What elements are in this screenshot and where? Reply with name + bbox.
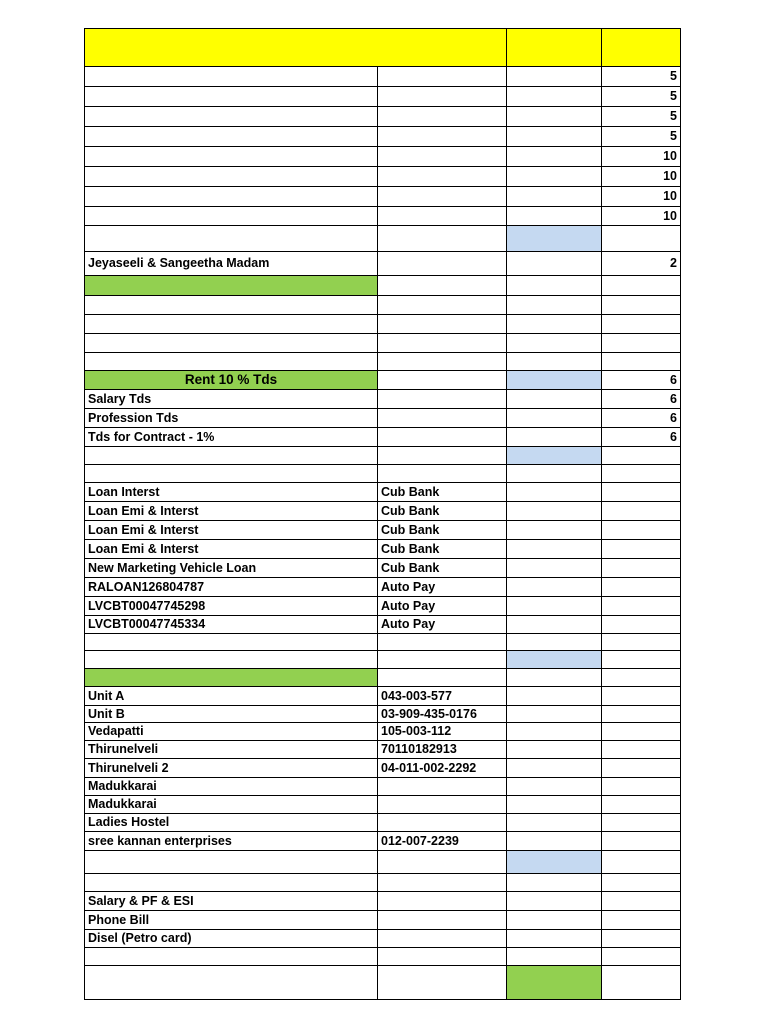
- amount-cell: [506, 106, 602, 127]
- detail-cell: 105-003-112: [377, 722, 507, 741]
- label-cell: Unit B: [84, 705, 378, 723]
- day-cell: [601, 352, 681, 371]
- amount-cell: [506, 126, 602, 147]
- amount-cell: [506, 251, 602, 276]
- day-cell: [601, 813, 681, 832]
- label-cell: [84, 464, 378, 483]
- detail-cell: [377, 427, 507, 447]
- day-cell: 6: [601, 389, 681, 409]
- label-cell: [84, 295, 378, 315]
- label-cell: Loan Emi & Interst: [84, 539, 378, 559]
- amount-cell: [506, 596, 602, 616]
- amount-cell: [506, 686, 602, 706]
- label-cell: [84, 314, 378, 334]
- label-cell: [84, 166, 378, 187]
- day-cell: [601, 501, 681, 521]
- detail-cell: Cub Bank: [377, 539, 507, 559]
- day-cell: 6: [601, 370, 681, 390]
- detail-cell: [377, 795, 507, 814]
- amount-cell: [506, 146, 602, 167]
- amount-cell: [506, 558, 602, 578]
- amount-cell: [506, 539, 602, 559]
- amount-cell: [506, 464, 602, 483]
- detail-cell: [377, 106, 507, 127]
- day-cell: [601, 482, 681, 502]
- label-cell: Tds for Contract - 1%: [84, 427, 378, 447]
- amount-cell: [506, 186, 602, 207]
- label-cell: Madukkarai: [84, 795, 378, 814]
- label-cell: [84, 206, 378, 226]
- amount-cell: [506, 650, 602, 669]
- day-cell: 5: [601, 126, 681, 147]
- day-cell: [601, 633, 681, 651]
- day-cell: 10: [601, 146, 681, 167]
- label-cell: [84, 225, 378, 252]
- label-cell: [84, 446, 378, 465]
- label-cell: Disel (Petro card): [84, 929, 378, 948]
- amount-cell: [506, 408, 602, 428]
- header-title-cell: [84, 28, 507, 67]
- amount-cell: [506, 482, 602, 502]
- label-cell: Vedapatti: [84, 722, 378, 741]
- day-cell: [601, 650, 681, 669]
- detail-cell: [377, 186, 507, 207]
- label-cell: sree kannan enterprises: [84, 831, 378, 851]
- day-cell: [601, 740, 681, 759]
- detail-cell: [377, 891, 507, 911]
- day-cell: [601, 929, 681, 948]
- detail-cell: [377, 777, 507, 796]
- detail-cell: [377, 314, 507, 334]
- label-cell: [84, 352, 378, 371]
- detail-cell: 03-909-435-0176: [377, 705, 507, 723]
- amount-cell: [506, 722, 602, 741]
- amount-cell: [506, 333, 602, 353]
- label-cell: LVCBT00047745334: [84, 615, 378, 634]
- day-cell: [601, 668, 681, 687]
- label-cell: [84, 146, 378, 167]
- label-cell: Profession Tds: [84, 408, 378, 428]
- detail-cell: [377, 333, 507, 353]
- detail-cell: [377, 650, 507, 669]
- day-cell: 10: [601, 166, 681, 187]
- label-cell: Phone Bill: [84, 910, 378, 930]
- day-cell: [601, 615, 681, 634]
- detail-cell: [377, 251, 507, 276]
- label-cell: Salary Tds: [84, 389, 378, 409]
- label-cell: [84, 947, 378, 966]
- detail-cell: [377, 910, 507, 930]
- day-cell: [601, 777, 681, 796]
- day-cell: [601, 722, 681, 741]
- label-cell: Jeyaseeli & Sangeetha Madam: [84, 251, 378, 276]
- amount-cell: [506, 910, 602, 930]
- label-cell: Madukkarai: [84, 777, 378, 796]
- amount-cell: [506, 86, 602, 107]
- day-cell: [601, 577, 681, 597]
- label-cell: [84, 333, 378, 353]
- label-cell: Ladies Hostel: [84, 813, 378, 832]
- day-cell: [601, 891, 681, 911]
- day-cell: [601, 873, 681, 892]
- label-cell: [84, 275, 378, 296]
- amount-cell: [506, 352, 602, 371]
- label-cell: Loan Emi & Interst: [84, 501, 378, 521]
- day-cell: [601, 314, 681, 334]
- amount-cell: [506, 389, 602, 409]
- label-cell: Unit A: [84, 686, 378, 706]
- detail-cell: Cub Bank: [377, 558, 507, 578]
- amount-cell: [506, 891, 602, 911]
- detail-cell: 043-003-577: [377, 686, 507, 706]
- amount-cell: [506, 206, 602, 226]
- detail-cell: [377, 947, 507, 966]
- day-cell: [601, 539, 681, 559]
- detail-cell: 70110182913: [377, 740, 507, 759]
- amount-cell: [506, 740, 602, 759]
- detail-cell: Auto Pay: [377, 577, 507, 597]
- day-cell: [601, 965, 681, 1000]
- amount-cell: [506, 615, 602, 634]
- amount-cell: [506, 501, 602, 521]
- label-cell: [84, 668, 378, 687]
- detail-cell: [377, 668, 507, 687]
- amount-cell: [506, 831, 602, 851]
- day-cell: 5: [601, 106, 681, 127]
- amount-cell: [506, 427, 602, 447]
- detail-cell: [377, 446, 507, 465]
- amount-cell: [506, 929, 602, 948]
- detail-cell: 04-011-002-2292: [377, 758, 507, 778]
- label-cell: [84, 106, 378, 127]
- amount-cell: [506, 446, 602, 465]
- header-day-cell: [601, 28, 681, 67]
- detail-cell: Cub Bank: [377, 501, 507, 521]
- detail-cell: [377, 206, 507, 226]
- day-cell: [601, 464, 681, 483]
- detail-cell: [377, 275, 507, 296]
- detail-cell: [377, 965, 507, 1000]
- detail-cell: Cub Bank: [377, 520, 507, 540]
- detail-cell: [377, 633, 507, 651]
- day-cell: [601, 596, 681, 616]
- day-cell: [601, 795, 681, 814]
- amount-cell: [506, 225, 602, 252]
- detail-cell: [377, 850, 507, 874]
- detail-cell: [377, 352, 507, 371]
- amount-cell: [506, 166, 602, 187]
- day-cell: 10: [601, 186, 681, 207]
- amount-cell: [506, 777, 602, 796]
- label-cell: LVCBT00047745298: [84, 596, 378, 616]
- day-cell: [601, 910, 681, 930]
- amount-cell: [506, 813, 602, 832]
- label-cell: [84, 66, 378, 87]
- day-cell: [601, 558, 681, 578]
- detail-cell: [377, 464, 507, 483]
- day-cell: 5: [601, 66, 681, 87]
- detail-cell: [377, 370, 507, 390]
- detail-cell: [377, 225, 507, 252]
- label-cell: Loan Interst: [84, 482, 378, 502]
- day-cell: 6: [601, 427, 681, 447]
- amount-cell: [506, 520, 602, 540]
- label-cell: [84, 873, 378, 892]
- detail-cell: Auto Pay: [377, 615, 507, 634]
- day-cell: [601, 225, 681, 252]
- detail-cell: 012-007-2239: [377, 831, 507, 851]
- label-cell: Rent 10 % Tds: [84, 370, 378, 390]
- label-cell: [84, 633, 378, 651]
- amount-cell: [506, 275, 602, 296]
- day-cell: [601, 520, 681, 540]
- detail-cell: Auto Pay: [377, 596, 507, 616]
- amount-cell: [506, 947, 602, 966]
- amount-cell: [506, 850, 602, 874]
- day-cell: 2: [601, 251, 681, 276]
- day-cell: [601, 705, 681, 723]
- amount-cell: [506, 758, 602, 778]
- amount-cell: [506, 370, 602, 390]
- label-cell: [84, 86, 378, 107]
- day-cell: 5: [601, 86, 681, 107]
- amount-cell: [506, 295, 602, 315]
- detail-cell: Cub Bank: [377, 482, 507, 502]
- detail-cell: [377, 813, 507, 832]
- amount-cell: [506, 668, 602, 687]
- detail-cell: [377, 873, 507, 892]
- detail-cell: [377, 66, 507, 87]
- label-cell: Loan Emi & Interst: [84, 520, 378, 540]
- day-cell: [601, 850, 681, 874]
- detail-cell: [377, 929, 507, 948]
- amount-cell: [506, 66, 602, 87]
- day-cell: 10: [601, 206, 681, 226]
- amount-cell: [506, 795, 602, 814]
- day-cell: [601, 947, 681, 966]
- day-cell: [601, 275, 681, 296]
- label-cell: [84, 126, 378, 147]
- label-cell: Salary & PF & ESI: [84, 891, 378, 911]
- label-cell: [84, 186, 378, 207]
- amount-cell: [506, 705, 602, 723]
- amount-cell: [506, 314, 602, 334]
- day-cell: 6: [601, 408, 681, 428]
- detail-cell: [377, 126, 507, 147]
- label-cell: New Marketing Vehicle Loan: [84, 558, 378, 578]
- detail-cell: [377, 86, 507, 107]
- header-amount-cell: [506, 28, 602, 67]
- amount-cell: [506, 965, 602, 1000]
- label-cell: [84, 965, 378, 1000]
- day-cell: [601, 758, 681, 778]
- detail-cell: [377, 408, 507, 428]
- label-cell: RALOAN126804787: [84, 577, 378, 597]
- amount-cell: [506, 577, 602, 597]
- detail-cell: [377, 389, 507, 409]
- detail-cell: [377, 146, 507, 167]
- label-cell: [84, 650, 378, 669]
- amount-cell: [506, 633, 602, 651]
- day-cell: [601, 831, 681, 851]
- day-cell: [601, 295, 681, 315]
- label-cell: Thirunelveli 2: [84, 758, 378, 778]
- amount-cell: [506, 873, 602, 892]
- day-cell: [601, 446, 681, 465]
- detail-cell: [377, 295, 507, 315]
- day-cell: [601, 333, 681, 353]
- day-cell: [601, 686, 681, 706]
- label-cell: [84, 850, 378, 874]
- label-cell: Thirunelveli: [84, 740, 378, 759]
- detail-cell: [377, 166, 507, 187]
